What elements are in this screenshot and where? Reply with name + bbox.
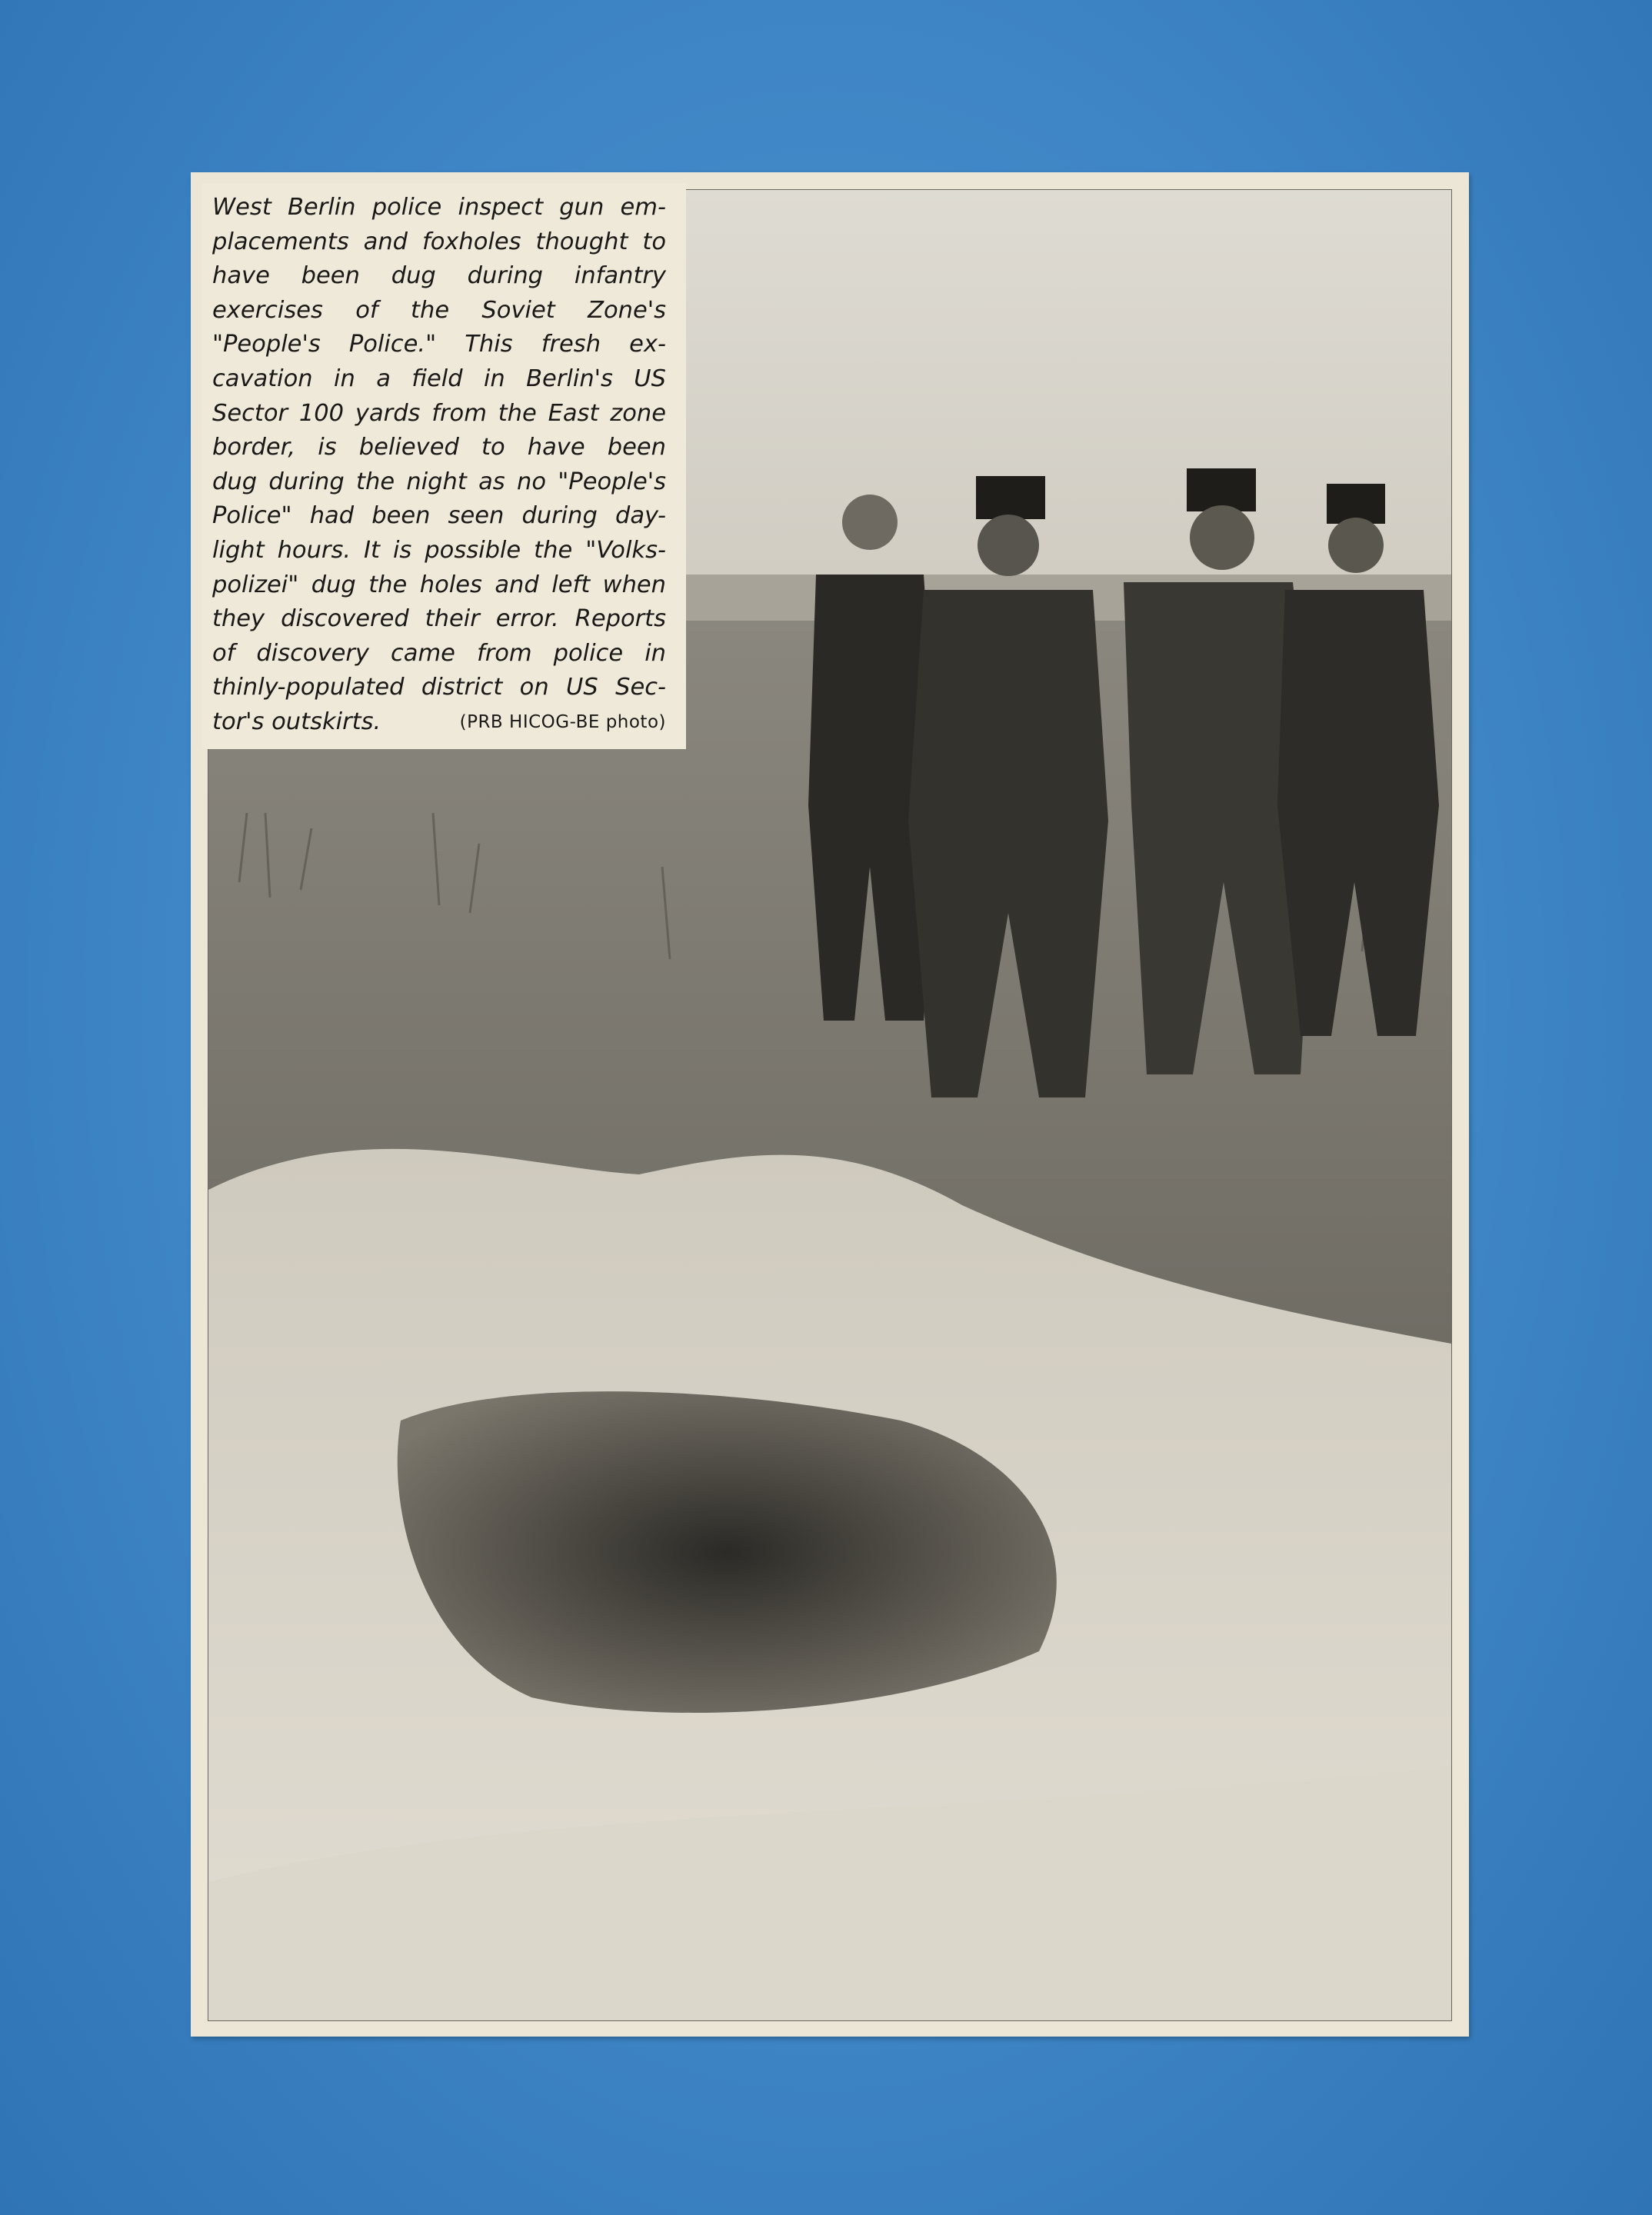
caption-line: thinly-populated district on US Sec- (212, 674, 666, 701)
photo-credit: (PRB HICOG-BE photo) (459, 711, 666, 732)
caption-line: exercises of the Soviet Zone's (212, 296, 666, 324)
caption-line: polizei" dug the holes and left when (212, 571, 666, 598)
caption-line: Police" had been seen during day- (212, 502, 666, 530)
caption-line: dug during the night as no "People's (212, 468, 666, 495)
photo-caption (212, 191, 666, 740)
caption-line: "People's Police." This fresh ex- (212, 331, 666, 358)
caption-line: border, is believed to have been (212, 434, 666, 461)
caption-line: cavation in a field in Berlin's US (212, 365, 666, 392)
caption-line-last (212, 705, 666, 740)
caption-line: West Berlin police inspect gun em- (212, 194, 666, 221)
caption-line: tor's outskirts. (212, 708, 381, 735)
caption-line: Sector 100 yards from the East zone (212, 399, 666, 427)
caption-line: light hours. It is possible the "Volks- (212, 536, 666, 564)
caption-line: they discovered their error. Reports (212, 605, 666, 633)
caption-line: have been dug during infantry (212, 262, 666, 290)
caption-line: of discovery came from police in (212, 639, 666, 667)
caption-line: placements and foxholes thought to (212, 228, 666, 255)
